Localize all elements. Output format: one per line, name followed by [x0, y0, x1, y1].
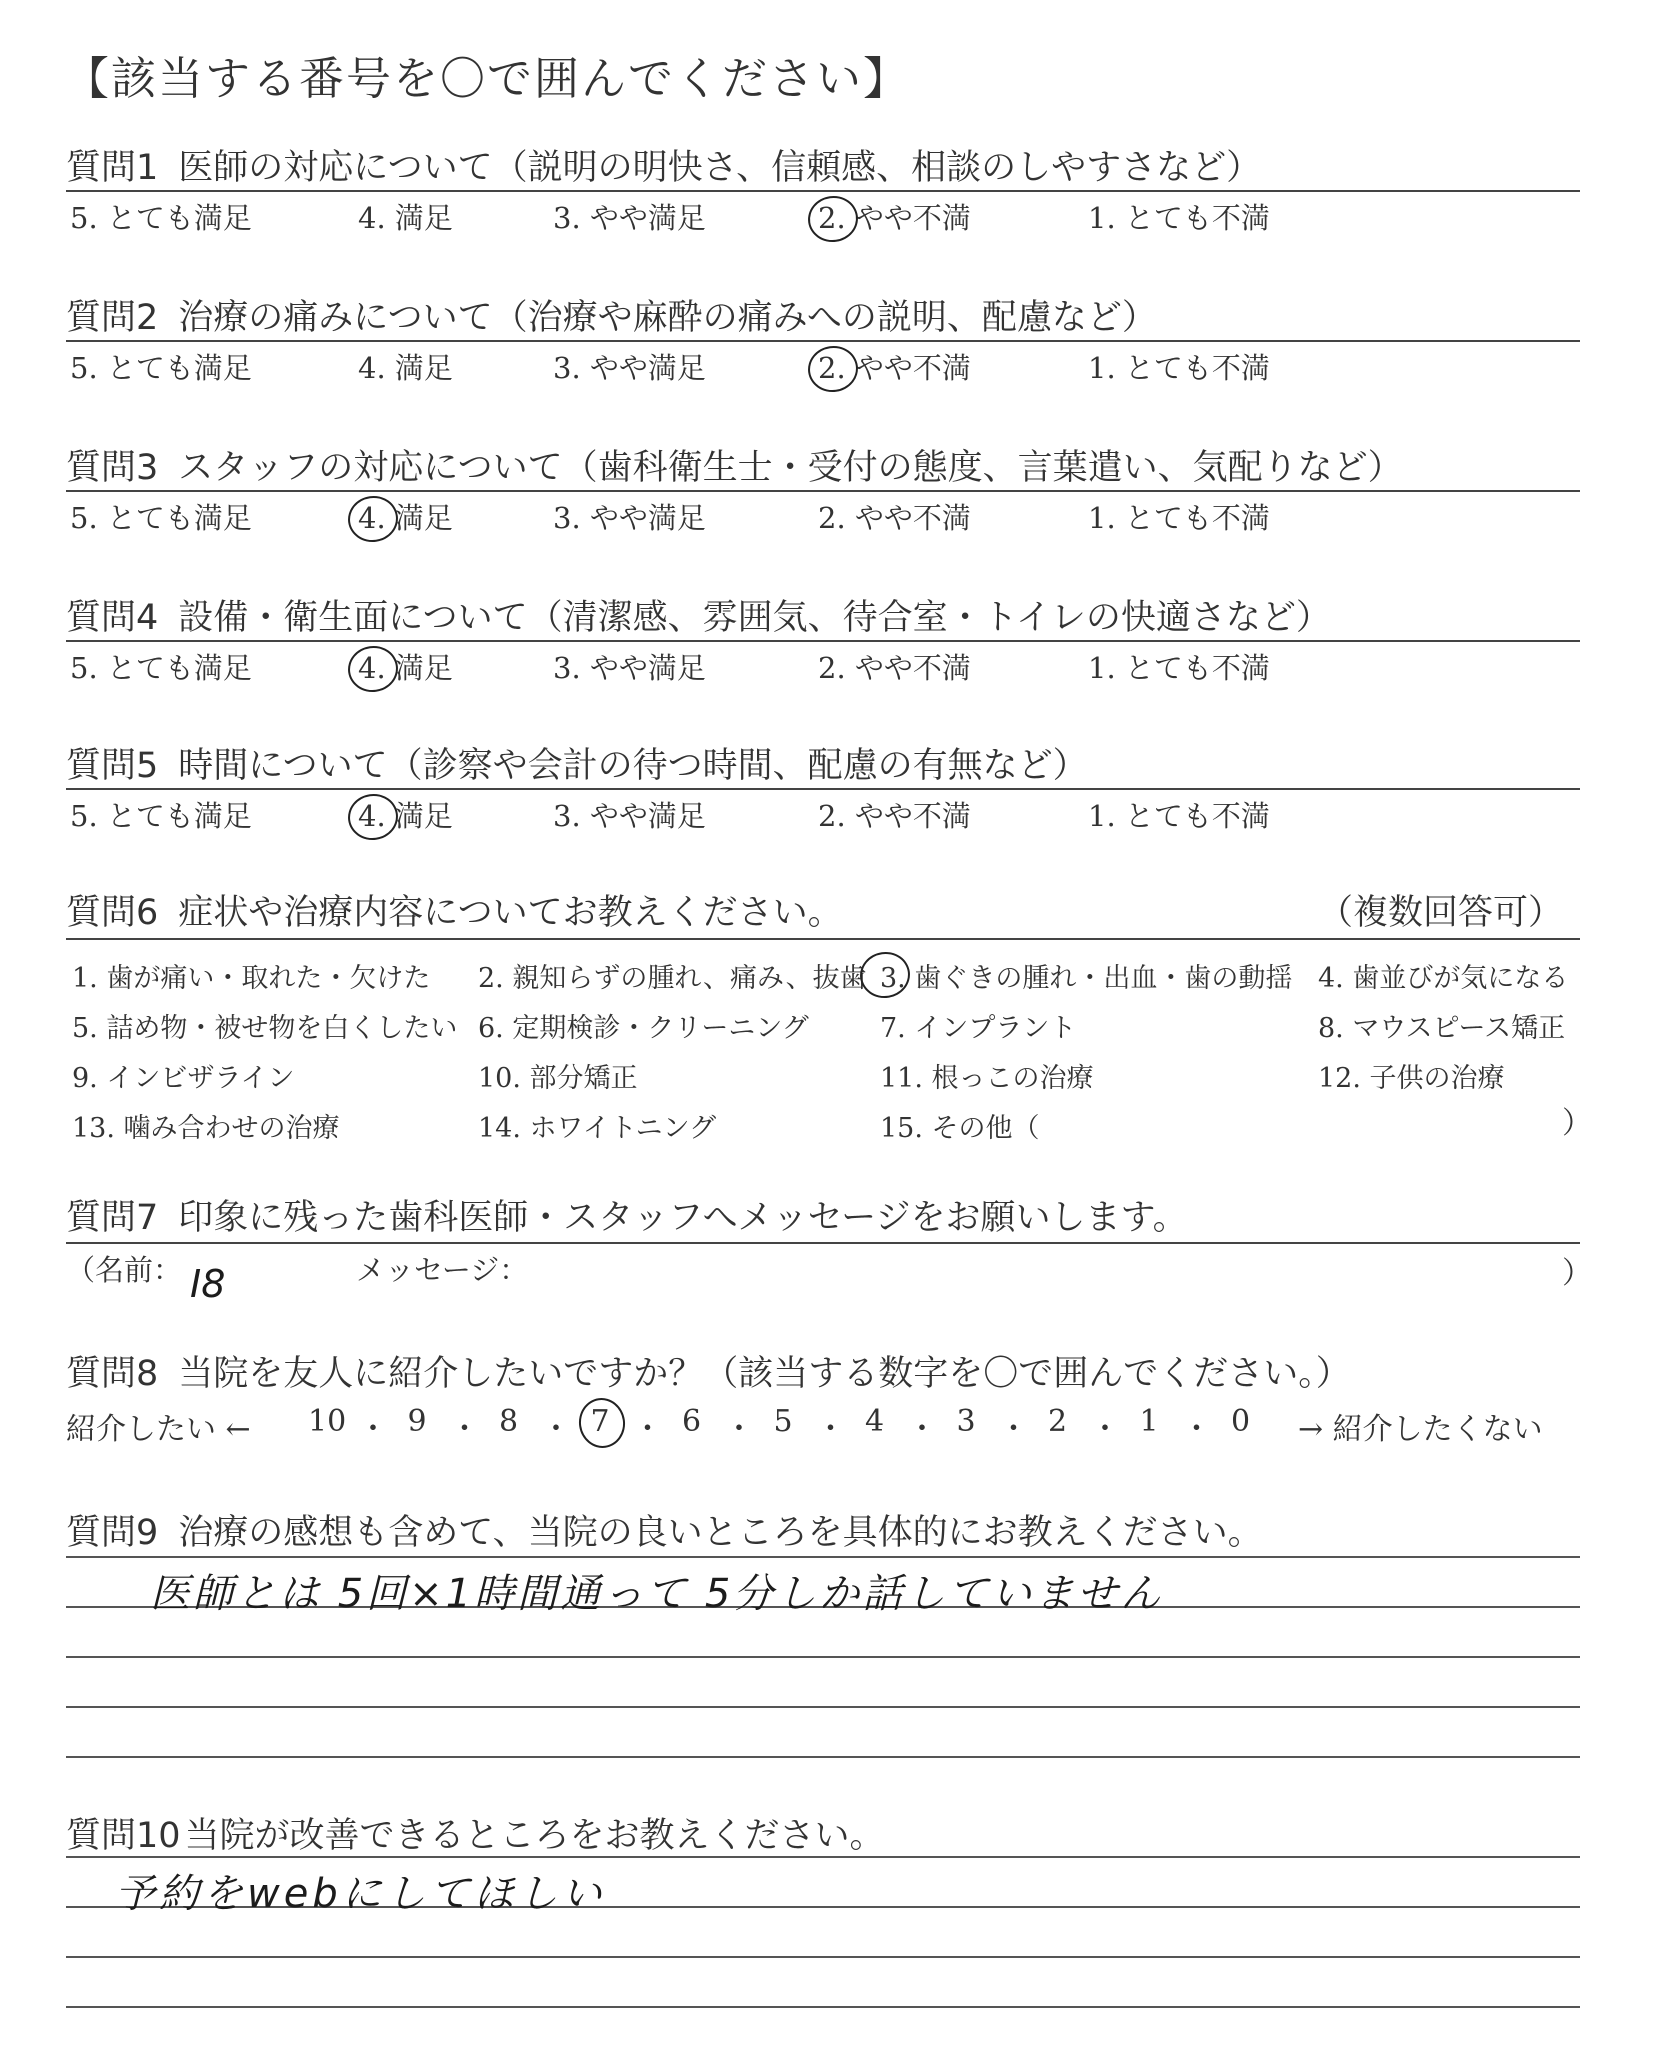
question-rule [66, 788, 1580, 790]
rating-option-3[interactable]: 3. やや満足 [553, 351, 706, 385]
handwritten-name: I8 [190, 1262, 226, 1306]
page-title: 【該当する番号を〇で囲んでください】 [64, 52, 911, 105]
symptom-option-5[interactable]: 5. 詰め物・被せ物を白くしたい [72, 1013, 458, 1044]
scale-separator: ・ [724, 1412, 754, 1447]
scale-separator: ・ [1181, 1412, 1212, 1447]
question-text: 当院を友人に紹介したいですか？（該当する数字を〇で囲んでください。） [178, 1354, 1351, 1394]
question-number: 質問9 [66, 1513, 159, 1553]
answer-line [66, 1856, 1580, 1858]
question-number: 質問10 [66, 1816, 181, 1856]
question-7-title [66, 1190, 1188, 1240]
symptom-option-8[interactable]: 8. マウスピース矯正 [1318, 1013, 1566, 1044]
answer-line [66, 1706, 1580, 1708]
rating-option-1[interactable]: 1. とても不満 [1088, 351, 1270, 385]
symptom-option-3[interactable]: 3. 歯ぐきの腫れ・出血・歯の動揺 [880, 963, 1293, 994]
rating-option-1[interactable]: 1. とても不満 [1088, 799, 1270, 833]
rating-option-2[interactable]: 2. やや不満 [818, 651, 971, 685]
rating-option-5[interactable]: 5. とても満足 [70, 799, 252, 833]
question-number: 質問7 [66, 1198, 159, 1238]
rating-option-5[interactable]: 5. とても満足 [70, 651, 252, 685]
scale-separator: ・ [358, 1412, 388, 1447]
question-text: 症状や治療内容についてお教えください。 [178, 893, 843, 933]
symptom-option-2[interactable]: 2. 親知らずの腫れ、痛み、抜歯 [478, 963, 867, 994]
scale-value-9[interactable]: 9 [407, 1404, 427, 1439]
symptom-option-6[interactable]: 6. 定期検診・クリーニング [478, 1013, 809, 1044]
question-number: 質問6 [66, 893, 159, 933]
question-5-title [66, 738, 1088, 788]
symptom-option-10[interactable]: 10. 部分矯正 [478, 1063, 638, 1094]
rating-option-4[interactable]: 4. 満足 [358, 799, 453, 833]
symptom-option-7[interactable]: 7. インプラント [880, 1013, 1077, 1044]
rating-option-1[interactable]: 1. とても不満 [1088, 201, 1270, 235]
rating-option-5[interactable]: 5. とても満足 [70, 351, 252, 385]
question-8-title [66, 1346, 1351, 1396]
scale-left-label: 紹介したい ← [66, 1412, 251, 1447]
rating-option-4[interactable]: 4. 満足 [358, 351, 453, 385]
question-rule [66, 490, 1580, 492]
handwritten-answer-q9: 医師とは 5回×1時間通って 5分しか話していません [150, 1571, 1164, 1617]
rating-option-2[interactable]: 2. やや不満 [818, 501, 971, 535]
answer-line [66, 2006, 1580, 2008]
symptom-option-4[interactable]: 4. 歯並びが気になる [1318, 963, 1569, 994]
question-rule [66, 340, 1580, 342]
scale-value-5[interactable]: 5 [773, 1404, 793, 1439]
answer-line [66, 1956, 1580, 1958]
scale-separator: ・ [998, 1412, 1029, 1447]
rating-option-4[interactable]: 4. 満足 [358, 201, 453, 235]
question-6-rule [66, 938, 1580, 940]
rating-option-2[interactable]: 2. やや不満 [818, 799, 971, 833]
rating-option-4[interactable]: 4. 満足 [358, 501, 453, 535]
question-rule [66, 640, 1580, 642]
rating-option-3[interactable]: 3. やや満足 [553, 799, 706, 833]
scale-value-8[interactable]: 8 [499, 1404, 519, 1439]
question-9-title [66, 1505, 1263, 1555]
symptom-option-12[interactable]: 12. 子供の治療 [1318, 1063, 1505, 1094]
question-4-title [66, 590, 1331, 640]
rating-option-1[interactable]: 1. とても不満 [1088, 651, 1270, 685]
question-text: 当院が改善できるところをお教えください。 [184, 1816, 885, 1856]
scale-value-6[interactable]: 6 [682, 1404, 702, 1439]
scale-separator: ・ [632, 1412, 663, 1447]
question-text: 印象に残った歯科医師・スタッフへメッセージをお願いします。 [178, 1198, 1188, 1238]
rating-option-1[interactable]: 1. とても不満 [1088, 501, 1270, 535]
question-text: 医師の対応について（説明の明快さ、信頼感、相談のしやすさなど） [178, 148, 1262, 188]
rating-option-3[interactable]: 3. やや満足 [553, 501, 706, 535]
question-number: 質問1 [66, 148, 159, 188]
symptom-option-15[interactable]: 15. その他（ [880, 1113, 1040, 1144]
scale-value-1[interactable]: 1 [1139, 1404, 1159, 1439]
scale-separator: ・ [815, 1412, 846, 1447]
scale-value-3[interactable]: 3 [956, 1404, 976, 1439]
question-text: 時間について（診察や会計の待つ時間、配慮の有無など） [178, 746, 1088, 786]
handwritten-answer-q10: 予約をwebにしてほしい [115, 1871, 606, 1917]
message-close-paren: ） [1562, 1256, 1592, 1291]
question-number: 質問4 [66, 598, 159, 638]
rating-option-2[interactable]: 2. やや不満 [818, 201, 971, 235]
question-text: 設備・衛生面について（清潔感、雰囲気、待合室・トイレの快適さなど） [178, 598, 1331, 638]
scale-separator: ・ [541, 1412, 571, 1447]
multiple-answer-note: （複数回答可） [1318, 893, 1564, 933]
question-7-rule [66, 1242, 1580, 1244]
scale-value-7[interactable]: 7 [590, 1404, 610, 1439]
answer-line [66, 1556, 1580, 1558]
symptom-option-11[interactable]: 11. 根っこの治療 [880, 1063, 1094, 1094]
scale-value-2[interactable]: 2 [1048, 1404, 1068, 1439]
answer-line [66, 1656, 1580, 1658]
rating-option-3[interactable]: 3. やや満足 [553, 201, 706, 235]
scale-value-10[interactable]: 10 [308, 1404, 347, 1439]
rating-option-4[interactable]: 4. 満足 [358, 651, 453, 685]
scale-separator: ・ [1090, 1412, 1120, 1447]
symptom-option-9[interactable]: 9. インビザライン [72, 1063, 295, 1094]
question-1-title [66, 140, 1261, 190]
question-rule [66, 190, 1580, 192]
symptom-option-13[interactable]: 13. 噛み合わせの治療 [72, 1113, 340, 1144]
scale-value-4[interactable]: 4 [865, 1404, 885, 1439]
rating-option-5[interactable]: 5. とても満足 [70, 201, 252, 235]
rating-option-5[interactable]: 5. とても満足 [70, 501, 252, 535]
symptom-option-1[interactable]: 1. 歯が痛い・取れた・欠けた [72, 963, 431, 994]
other-close-paren: ） [1562, 1106, 1592, 1141]
answer-line [66, 1756, 1580, 1758]
question-number: 質問5 [66, 746, 159, 786]
rating-option-3[interactable]: 3. やや満足 [553, 651, 706, 685]
question-text: 治療の痛みについて（治療や麻酔の痛みへの説明、配慮など） [178, 298, 1157, 338]
message-label: メッセージ： [356, 1253, 529, 1287]
question-6-title [66, 885, 843, 935]
question-number: 質問3 [66, 448, 159, 488]
symptom-option-14[interactable]: 14. ホワイトニング [478, 1113, 717, 1144]
question-number: 質問2 [66, 298, 159, 338]
rating-option-2[interactable]: 2. やや不満 [818, 351, 971, 385]
scale-separator: ・ [907, 1412, 937, 1447]
question-number: 質問8 [66, 1354, 159, 1394]
question-2-title [66, 290, 1157, 340]
scale-value-0[interactable]: 0 [1231, 1404, 1251, 1439]
scale-separator: ・ [449, 1412, 480, 1447]
name-label: （名前： [66, 1253, 183, 1287]
question-text: スタッフの対応について（歯科衛生士・受付の態度、言葉遣い、気配りなど） [178, 448, 1403, 488]
scale-right-label: → 紹介したくない [1298, 1412, 1543, 1447]
question-10-title [66, 1808, 885, 1858]
question-3-title [66, 440, 1403, 490]
selected-circle-mark [575, 1395, 628, 1451]
question-text: 治療の感想も含めて、当院の良いところを具体的にお教えください。 [178, 1513, 1263, 1553]
